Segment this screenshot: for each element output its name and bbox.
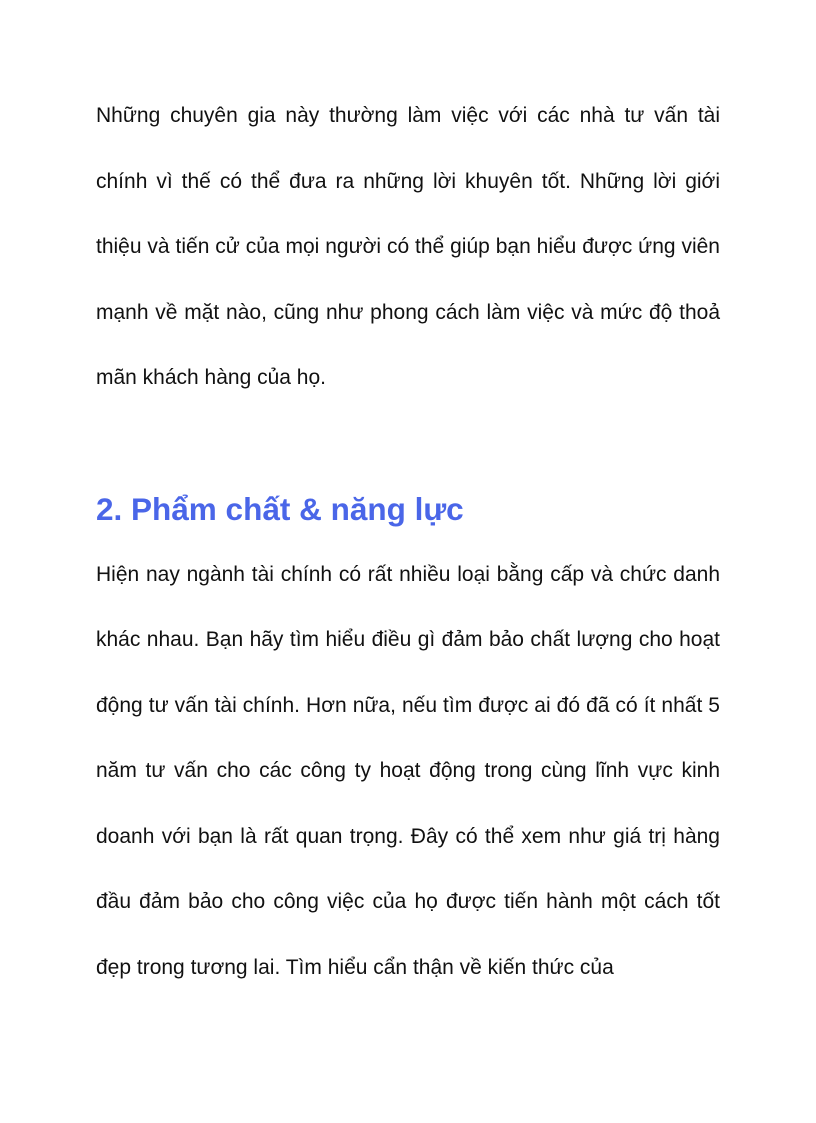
document-body [96,83,720,1000]
section-heading: 2. Phẩm chất & năng lực [96,490,464,527]
body-paragraph: Những chuyên gia này thường làm việc với các nhà tư vấn tài chính vì thế có thể đưa ra những lời khuyên tốt. Những lời giới thiệu và tiến cử của mọi người có thể giúp bạn hiểu được ứng viên mạnh về mặt nào, cũng như phong cách làm việc và mức độ thoả mãn khách hàng của họ. [96,104,720,389]
body-paragraph: Hiện nay ngành tài chính có rất nhiều loại bằng cấp và chức danh khác nhau. Bạn hãy tìm hiểu điều gì đảm bảo chất lượng cho hoạt động tư vấn tài chính. Hơn nữa, nếu tìm được ai đó đã có ít nhất 5 năm tư vấn cho các công ty hoạt động trong cùng lĩnh vực kinh doanh với bạn là rất quan trọng. Đây có thể xem như giá trị hàng đầu đảm bảo cho công việc của họ được tiến hành một cách tốt đẹp trong tương lai. Tìm hiểu cẩn thận về kiến thức của [96,562,720,979]
section-spacer [96,411,720,477]
